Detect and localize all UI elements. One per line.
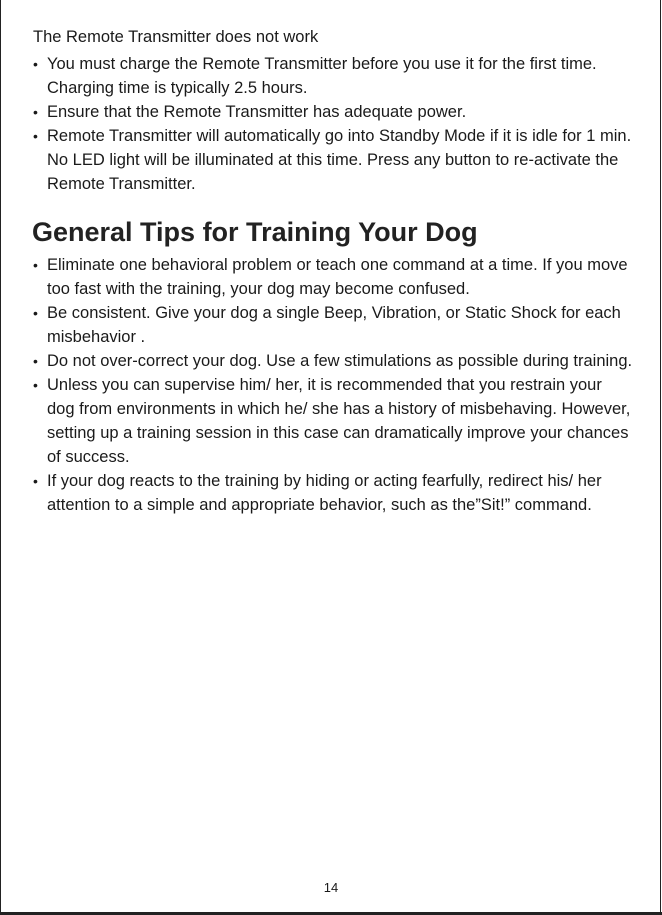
training-tips-list	[33, 253, 633, 517]
list-item: • Ensure that the Remote Transmitter has adequate power.	[33, 100, 633, 124]
list-item: • If your dog reacts to the training by hiding or acting fearfully, redirect his/ her attention to a simple and appropriate behavior, such as the”Sit!” command.	[33, 469, 633, 517]
list-item: • Eliminate one behavioral problem or teach one command at a time. If you move too fast with the training, your dog may become confused.	[33, 253, 633, 301]
list-item: • Unless you can supervise him/ her, it is recommended that you restrain your dog from environments in which he/ she has a history of misbehaving. However, setting up a training session in this case can dramatically improve your chances of success.	[33, 373, 633, 469]
page-border-right	[660, 0, 661, 912]
list-item: • Be consistent. Give your dog a single Beep, Vibration, or Static Shock for each misbehavior .	[33, 301, 633, 349]
page-title: General Tips for Training Your Dog	[32, 217, 478, 247]
page-border-left	[0, 0, 1, 912]
list-item: • Do not over-correct your dog. Use a few stimulations as possible during training.	[33, 349, 633, 373]
section-heading-transmitter: The Remote Transmitter does not work	[33, 28, 319, 46]
list-item: • You must charge the Remote Transmitter before you use it for the first time. Charging time is typically 2.5 hours.	[33, 52, 633, 100]
transmitter-troubleshooting-list	[33, 52, 633, 196]
list-item: • Remote Transmitter will automatically go into Standby Mode if it is idle for 1 min. No LED light will be illuminated at this time. Press any button to re-activate the Remote Transmitter.	[33, 124, 633, 196]
page-number: 14	[323, 880, 339, 895]
